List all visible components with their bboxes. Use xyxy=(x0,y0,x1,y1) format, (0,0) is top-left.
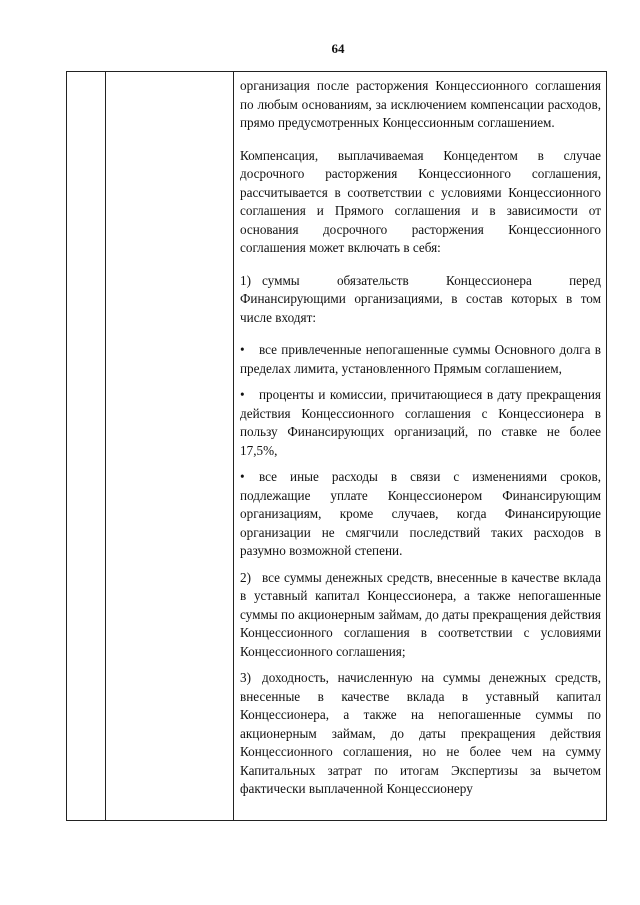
list-item-1 xyxy=(240,272,601,328)
bullet-item-3-text: все иные расходы в связи с изменениями сроков, подлежащие уплате Концессионером Финансирующим организациям, кроме случаев, когда Финансирующие организации не смягчили последствий таких расходов в разумно возможной степени. xyxy=(240,469,601,558)
bullet-icon: • xyxy=(240,387,245,402)
bullet-item-3 xyxy=(240,468,601,561)
list-number-3: 3) xyxy=(240,670,251,685)
list-number-2: 2) xyxy=(240,569,251,585)
bullet-icon: • xyxy=(240,342,245,357)
bullet-item-2-text: проценты и комиссии, причитающиеся в дату прекращения действия Концессионного соглашения с Концессионера в пользу Финансирующих организаций, по ставке не более 17,5%, xyxy=(240,387,601,458)
table-text-cell xyxy=(240,77,601,799)
table-column-divider-2 xyxy=(233,72,234,820)
list-item-2-text: все суммы денежных средств, внесенные в качестве вклада в уставный капитал Концессионера, а также непогашенные суммы по акционерным займам, до даты прекращения действия Концессионного соглашения в соответствии с условиями Концессионного соглашения; xyxy=(240,569,601,659)
bullet-item-1 xyxy=(240,341,601,378)
document-table xyxy=(66,71,607,821)
paragraph-continuation: организация после расторжения Концессионного соглашения по любым основаниям, за исключением компенсации расходов, прямо предусмотренных Концессионным соглашением. xyxy=(240,78,601,130)
list-item-3 xyxy=(240,669,601,799)
list-item-1-text: суммы обязательств Концессионера перед Финансирующими организациями, в состав которых в том числе входят: xyxy=(240,272,601,325)
page-number: 64 xyxy=(331,41,345,56)
list-item-2 xyxy=(240,569,601,662)
paragraph-compensation: Компенсация, выплачиваемая Концедентом в случае досрочного расторжения Концессионного соглашения, рассчитывается в соответствии с условиями Концессионного соглашения и Прямого соглашения и в зависимости от основания досрочного расторжения Концессионного соглашения может включать в себя: xyxy=(240,147,601,255)
bullet-item-2 xyxy=(240,386,601,460)
table-column-divider-1 xyxy=(105,72,106,820)
list-number-1: 1) xyxy=(240,272,251,288)
bullet-item-1-text: все привлеченные непогашенные суммы Основного долга в пределах лимита, установленного Прямым соглашением, xyxy=(240,342,601,376)
bullet-icon: • xyxy=(240,469,245,484)
list-item-3-text: доходность, начисленную на суммы денежных средств, внесенные в качестве вклада в уставный капитал Концессионера, а также на непогашенные суммы по акционерным займам, до даты прекращения действия Концессионного соглашения, но не более чем на сумму Капитальных затрат по итогам Экспертизы за вычетом фактически выплаченной Концессионеру xyxy=(240,670,601,796)
